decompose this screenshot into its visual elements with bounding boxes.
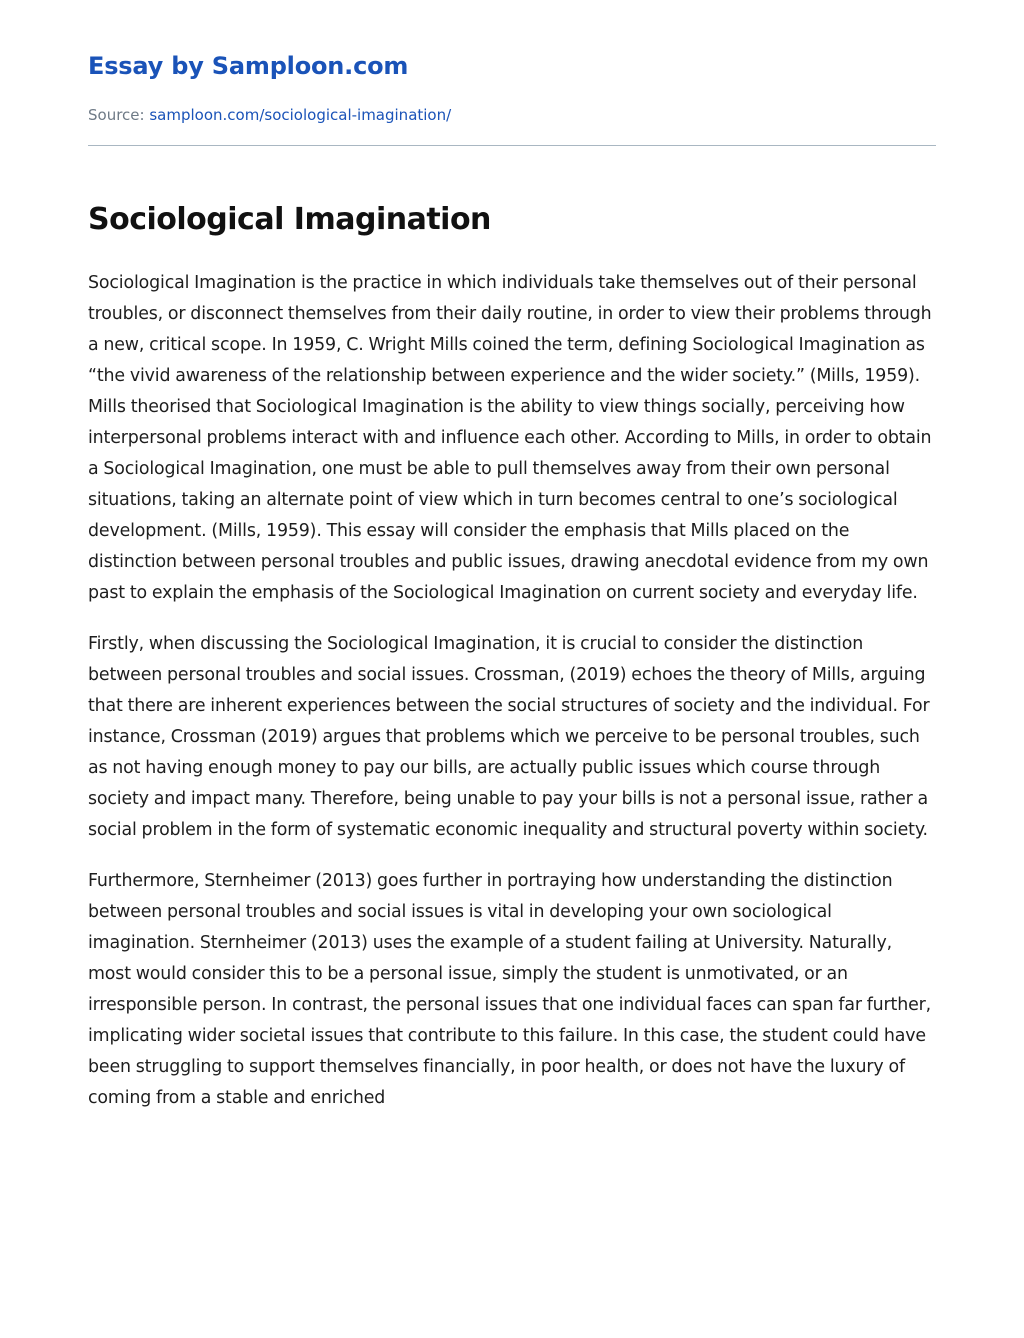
essay-paragraph: Firstly, when discussing the Sociological Imagination, it is crucial to consider the distinction between personal troubles and social issues. Crossman, (2019) echoes the theory of Mills, arguing that there are inherent experiences between the social structures of society and the individual. For instance, Crossman (2019) argues that problems which we perceive to be personal troubles, such as not having enough money to pay our bills, are actually public issues which course through society and impact many. Therefore, being unable to pay your bills is not a personal issue, rather a social problem in the form of systematic economic inequality and structural poverty within society. <box>88 634 930 840</box>
essay-body <box>88 268 936 1134</box>
essay-paragraph: Furthermore, Sternheimer (2013) goes further in portraying how understanding the distinction between personal troubles and social issues is vital in developing your own sociological imagination. Sternheimer (2013) uses the example of a student failing at University. Naturally, most would consider this to be a personal issue, simply the student is unmotivated, or an irresponsible person. In contrast, the personal issues that one individual faces can span far further, implicating wider societal issues that contribute to this failure. In this case, the student could have been struggling to support themselves financially, in poor health, or does not have the luxury of coming from a stable and enriched <box>88 871 932 1108</box>
essay-title: Sociological Imagination <box>88 202 491 237</box>
source-line <box>88 106 451 124</box>
essay-paragraph: Sociological Imagination is the practice in which individuals take themselves out of their personal troubles, or disconnect themselves from their daily routine, in order to view their problems through a new, critical scope. In 1959, C. Wright Mills coined the term, defining Sociological Imagination as “the vivid awareness of the relationship between experience and the wider society.” (Mills, 1959). Mills theorised that Sociological Imagination is the ability to view things socially, perceiving how interpersonal problems interact with and influence each other. According to Mills, in order to obtain a Sociological Imagination, one must be able to pull themselves away from their own personal situations, taking an alternate point of view which in turn becomes central to one’s sociological development. (Mills, 1959). This essay will consider the emphasis that Mills placed on the distinction between personal troubles and public issues, drawing anecdotal evidence from my own past to explain the emphasis of the Sociological Imagination on current society and everyday life. <box>88 273 932 603</box>
header-divider <box>88 145 936 146</box>
source-link[interactable]: samploon.com/sociological-imagination/ <box>149 106 452 124</box>
site-brand[interactable]: Essay by Samploon.com <box>88 52 409 80</box>
source-label: Source: <box>88 106 145 124</box>
